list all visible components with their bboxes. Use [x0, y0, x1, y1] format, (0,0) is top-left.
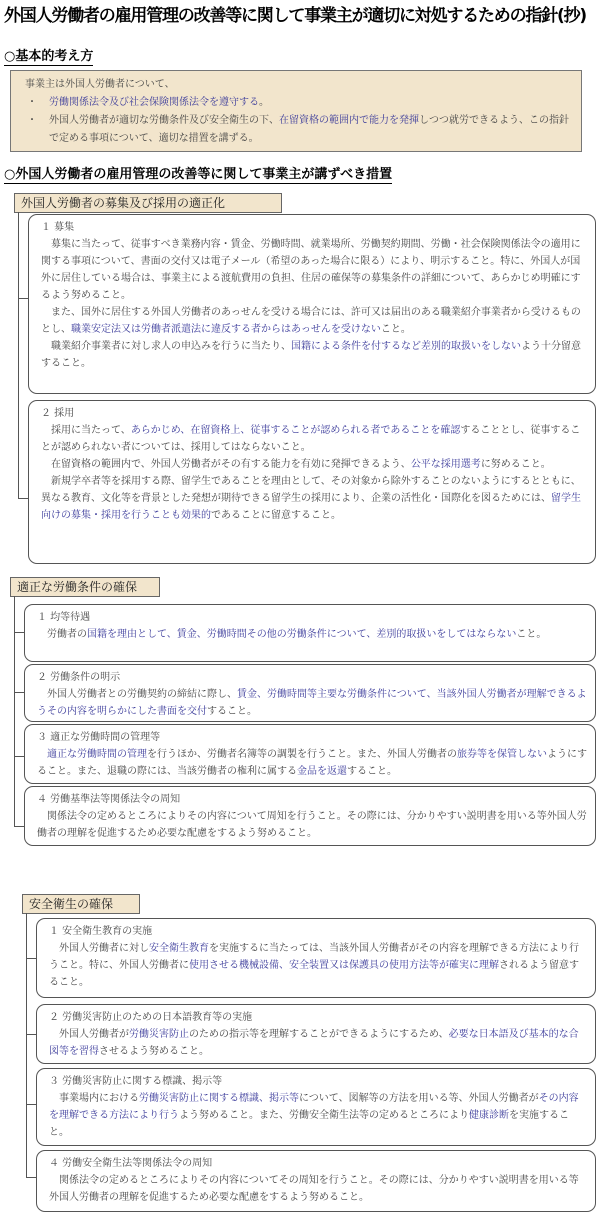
text-run: 在留資格の範囲内で、外国人労働者がその有する能力を有効に発揮できるよう、: [51, 459, 411, 470]
text-run: に努めること。: [480, 459, 551, 470]
section-tag-recruitment: 外国人労働者の募集及び採用の適正化: [14, 193, 282, 213]
section-tag-working-conditions: 適正な労働条件の確保: [10, 577, 160, 597]
highlighted-text: 金品を返還: [297, 766, 347, 777]
text-run: であることに留意すること。: [211, 510, 341, 521]
text-run: 外国人労働者が: [59, 1029, 129, 1040]
paragraph: [37, 626, 587, 643]
item-heading: ２ 採用: [41, 408, 75, 419]
paragraph: [41, 338, 587, 372]
text-run: のための指示等を理解することができるようにするため、: [189, 1029, 449, 1040]
highlighted-text: 健康診断: [469, 1110, 509, 1121]
highlighted-text: 労働関係法令及び社会保険関係法令を遵守する: [49, 97, 259, 108]
highlighted-text: 適正な労働時間の管理: [47, 749, 147, 760]
item-box-safety-education: [36, 918, 596, 998]
item-box-recruitment: [28, 214, 596, 394]
text-run: ようにすること。また、退職の際には、当該労働者の権利に属する: [37, 749, 587, 777]
highlighted-text: 労働災害防止: [129, 1029, 189, 1040]
connector-line: [26, 913, 27, 1177]
text-run: 外国人労働者が適切な労働条件及び安全衛生の下、: [49, 115, 279, 126]
item-heading: １ 均等待遇: [37, 612, 91, 623]
paragraph: [49, 1026, 587, 1060]
text-run: 募集に当たって、従事すべき業務内容・賃金、労働時間、就業場所、労働契約期間、労働・社会保険関係法令の適用に関する事項について、書面の交付又は電子メール（希望のあった場合に限る）により、明示すること。特に、外国人が国外に居住している場合は、事業主による渡航費用の負担、住居の確保等の募集条件の詳細について、あらかじめ明確にするよう努めること。: [41, 239, 581, 301]
paragraph: [41, 422, 587, 456]
text-run: 外国人労働者との労働契約の締結に際し、: [47, 689, 237, 700]
connector-line: [18, 212, 19, 498]
text-run: を実施すること。: [49, 1110, 569, 1138]
text-run: について、図解等の方法を用いる等、外国人労働者が: [299, 1093, 539, 1104]
paragraph: [49, 940, 587, 991]
paragraph: [49, 112, 571, 148]
paragraph: [37, 686, 587, 720]
text-run: されるよう留意すること。: [49, 960, 579, 988]
text-run: 外国人労働者に対し: [59, 943, 149, 954]
paragraph: [49, 1172, 587, 1206]
text-run: すること。: [207, 706, 257, 717]
highlighted-text: 在留資格の範囲内で能力を発揮: [279, 115, 419, 126]
text-run: を実施するに当たっては、当該外国人労働者がその内容を理解できる方法により行うこと。特に、外国人労働者に: [49, 943, 579, 971]
item-box-equal-treatment: [24, 604, 596, 662]
text-run: することとし、従事することが認められない者については、採用してはならないこと。: [41, 425, 581, 453]
paragraph: [37, 808, 587, 842]
text-run: よう努めること。また、労働安全衛生法等の定めるところにより: [179, 1110, 469, 1121]
connector-line: [26, 958, 36, 959]
text-run: 。: [259, 97, 269, 108]
item-heading: ２ 労働条件の明示: [37, 672, 121, 683]
paragraph: [41, 236, 587, 304]
text-run: しつつ就労できるよう、この指針で定める事項について、適切な措置を講ずる。: [49, 115, 569, 144]
highlighted-text: 必要な日本語及び基本的な合図等を習得: [49, 1029, 579, 1057]
text-run: こと。: [516, 629, 547, 640]
item-box-safety-law-notice: [36, 1150, 596, 1212]
item-heading: １ 安全衛生教育の実施: [49, 926, 153, 937]
measures-heading: ○外国人労働者の雇用管理の改善等に関して事業主が講ずべき措置: [4, 167, 393, 182]
highlighted-text: 安全衛生教育: [149, 943, 209, 954]
text-run: させるよう努めること。: [99, 1046, 209, 1057]
connector-line: [26, 1177, 36, 1178]
connector-line: [18, 498, 28, 499]
item-box-japanese-education: [36, 1004, 596, 1064]
highlighted-text: その内容を理解できる方法により行う: [49, 1093, 579, 1121]
bullet-mark: ・: [27, 97, 37, 108]
basic-bullet: [25, 112, 571, 148]
item-heading: ４ 労働安全衛生法等関係法令の周知: [49, 1158, 213, 1169]
highlighted-text: 労働災害防止に関する標識、掲示等: [139, 1093, 299, 1104]
item-heading: ３ 労働災害防止に関する標識、掲示等: [49, 1076, 223, 1087]
item-heading: ３ 適正な労働時間の管理等: [37, 732, 161, 743]
item-box-conditions-notice: [24, 664, 596, 722]
text-run: 事業場内における: [59, 1093, 139, 1104]
paragraph: [41, 304, 587, 338]
highlighted-text: 公平な採用選考: [410, 459, 481, 470]
highlighted-text: あらかじめ、在留資格上、従事することが認められる者であることを確認: [130, 425, 461, 436]
text-run: 労働者の: [47, 629, 87, 640]
text-run: また、国外に居住する外国人労働者のあっせんを受ける場合には、許可又は届出のある職業紹介事業者から受けるものとし、: [41, 307, 581, 335]
text-run: 新規学卒者等を採用する際、留学生であることを理由として、その対象から除外することのないようにするとともに、異なる教育、文化等を背景とした発想が期待できる留学生の採用により、企業の活性化・国際化を図るためには、: [41, 476, 581, 504]
item-heading: ２ 労働災害防止のための日本語教育等の実施: [49, 1012, 253, 1023]
highlighted-text: 国籍を理由として、賃金、労働時間その他の労働条件について、差別的取扱いをしてはならない: [87, 629, 517, 640]
highlighted-text: 賃金、労働時間等主要な労働条件について、当該外国人労働者が理解できるようその内容を明らかにした書面を交付: [37, 689, 587, 717]
connector-line: [14, 596, 15, 826]
text-run: を行うほか、労働者名簿等の調製を行うこと。また、外国人労働者の: [147, 749, 457, 760]
item-box-working-hours: [24, 724, 596, 784]
text-run: 関係法令の定めるところによりその内容についてその周知を行うこと。その際には、分かりやすい説明書を用いる等外国人労働者の理解を促進するため必要な配慮をするよう努めること。: [49, 1175, 579, 1203]
connector-line: [26, 1104, 36, 1105]
item-box-safety-signs: [36, 1068, 596, 1146]
connector-line: [14, 756, 24, 757]
item-heading: １ 募集: [41, 222, 75, 233]
text-run: よう十分留意すること。: [41, 341, 581, 369]
text-run: こと。: [380, 324, 411, 335]
paragraph: [37, 746, 587, 780]
connector-line: [14, 826, 24, 827]
paragraph: [41, 456, 587, 473]
connector-line: [18, 298, 28, 299]
item-box-hiring: [28, 400, 596, 564]
paragraph: [49, 1090, 587, 1141]
page-title: 外国人労働者の雇用管理の改善等に関して事業主が適切に対処するための指針(抄): [4, 6, 586, 26]
highlighted-text: 旅券等を保管しない: [457, 749, 547, 760]
paragraph: [41, 473, 587, 524]
section-tag-safety-health: 安全衛生の確保: [22, 894, 140, 914]
text-run: 職業紹介事業者に対し求人の申込みを行うに当たり、: [51, 341, 291, 352]
basic-bullet: [25, 94, 571, 112]
paragraph: [49, 94, 269, 112]
basic-intro: 事業主は外国人労働者について、: [25, 79, 175, 90]
basic-heading: ○基本的考え方: [4, 49, 94, 64]
item-heading: ４ 労働基準法等関係法令の周知: [37, 794, 181, 805]
item-box-labor-law-notice: [24, 786, 596, 846]
highlighted-text: 留学生向けの募集・採用を行うことも効果的: [41, 493, 581, 521]
text-run: 採用に当たって、: [51, 425, 131, 436]
text-run: 関係法令の定めるところによりその内容について周知を行うこと。その際には、分かりやすい説明書を用いる等外国人労働者の理解を促進するため必要な配慮をするよう努めること。: [37, 811, 587, 839]
highlighted-text: 使用させる機械設備、安全装置又は保護具の使用方法等が確実に理解: [189, 960, 499, 971]
connector-line: [14, 632, 24, 633]
basic-principles-box: [10, 70, 582, 152]
highlighted-text: 国籍による条件を付するなど差別的取扱いをしない: [291, 341, 521, 352]
highlighted-text: 職業安定法又は労働者派遣法に違反する者からはあっせんを受けない: [71, 324, 381, 335]
connector-line: [14, 692, 24, 693]
bullet-mark: ・: [27, 115, 37, 126]
text-run: すること。: [347, 766, 397, 777]
connector-line: [26, 1034, 36, 1035]
